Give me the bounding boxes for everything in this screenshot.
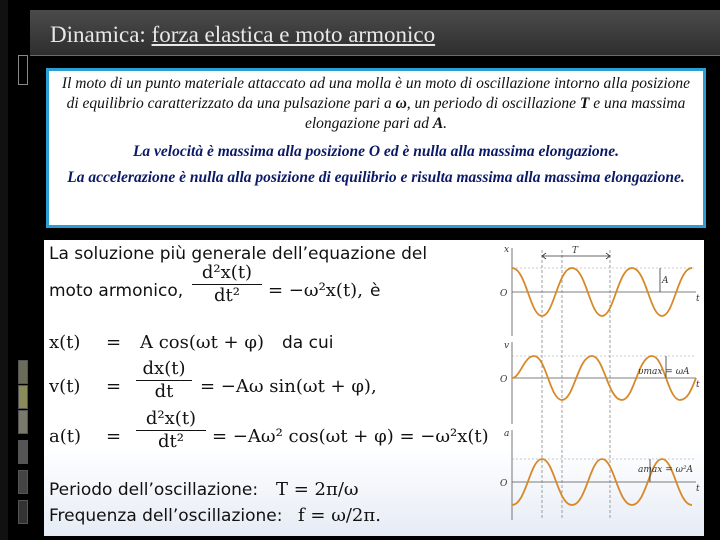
x-tail: da cui: [282, 333, 334, 353]
slide-marker: [18, 470, 28, 494]
slide-marker: [18, 410, 28, 434]
level-guides: [512, 268, 696, 459]
a-axis-label: a: [504, 429, 510, 439]
slide-marker: [18, 360, 28, 384]
v-eq-sign: =: [106, 376, 122, 397]
time-label-x: t: [696, 294, 700, 304]
title-bar: [30, 10, 720, 56]
a-numerator: d²x(t): [136, 408, 206, 431]
slide-title: [50, 22, 435, 48]
title-link[interactable]: forza elastica e moto armonico: [151, 22, 436, 47]
velocity-statement: La velocità è massima alla posizione O ed è nulla alla massima elongazione.: [132, 143, 620, 160]
main-eq-rhs: = −ω²x(t),: [268, 280, 363, 301]
a-eq-sign: =: [106, 426, 122, 447]
origin-label-v: O: [500, 375, 508, 385]
formula-panel: [44, 240, 704, 536]
left-bar: [0, 0, 8, 540]
v-lhs: v(t): [49, 376, 81, 397]
intro-text: , un periodo di oscillazione: [406, 95, 580, 112]
oscillation-graphs: [490, 240, 704, 536]
a-denominator: dt²: [158, 431, 184, 452]
main-eq-fraction: [192, 262, 262, 307]
origin-label-a: O: [500, 479, 508, 489]
x-rhs: A cos(ωt + φ): [140, 332, 264, 353]
frequency-label: Frequenza dell’oscillazione:: [49, 506, 283, 526]
solution-intro-line: La soluzione più generale dell’equazione del: [49, 244, 428, 264]
period-equation: T = 2π/ω: [276, 479, 359, 500]
intro-paragraph: [59, 74, 693, 134]
v-fraction: [136, 358, 192, 403]
intro-text-box: [46, 68, 706, 228]
vmax-label: υmax = ωA: [638, 367, 690, 377]
period-label-graph: T: [572, 246, 579, 256]
x-axis-label: x: [504, 245, 510, 255]
frequency-equation: f = ω/2π.: [298, 505, 381, 526]
v-denominator: dt: [154, 381, 174, 402]
slide-marker: [18, 440, 28, 464]
v-rhs: = −Aω sin(ωt + φ),: [200, 376, 377, 397]
x-eq-sign: =: [106, 332, 122, 353]
period-label: Periodo dell’oscillazione:: [49, 480, 259, 500]
intro-text: e una massima elongazione pari ad: [304, 95, 686, 132]
a-rhs: = −Aω² cos(ωt + φ) = −ω²x(t): [212, 426, 489, 447]
origin-label-x: O: [500, 289, 508, 299]
omega-symbol: ω: [395, 95, 407, 112]
title-prefix: Dinamica:: [50, 22, 152, 47]
intro-text: Il moto di un punto materiale attaccato ad una molla è un moto di oscillazione intorno alla posizione di equilibrio caratterizzato da una pulsazione pari a: [61, 75, 691, 112]
main-eq-numerator: d²x(t): [192, 262, 262, 285]
acceleration-statement: La accelerazione è nulla alla posizione di equilibrio e risulta massima alla massima elongazione.: [67, 169, 685, 186]
phase-guides: [542, 250, 610, 520]
slide-marker: [18, 500, 28, 524]
a-lhs: a(t): [49, 426, 82, 447]
v-numerator: dx(t): [136, 358, 192, 381]
a-fraction: [136, 408, 206, 453]
slide-marker: [18, 385, 28, 409]
v-axis-label: v: [504, 341, 510, 351]
period-symbol: T: [579, 95, 590, 112]
main-eq-denominator: dt²: [214, 285, 240, 306]
amplitude-symbol: A: [432, 115, 444, 132]
amax-label: amax = ω²A: [638, 465, 694, 475]
main-eq-tail: è: [370, 281, 381, 301]
slide-marker: [18, 55, 28, 85]
x-lhs: x(t): [49, 332, 81, 353]
intro-text: .: [443, 115, 448, 132]
time-label-a: t: [696, 484, 700, 494]
solution-intro-line2: moto armonico,: [49, 281, 184, 301]
amplitude-label: A: [662, 276, 669, 286]
time-label-v: t: [696, 380, 700, 390]
